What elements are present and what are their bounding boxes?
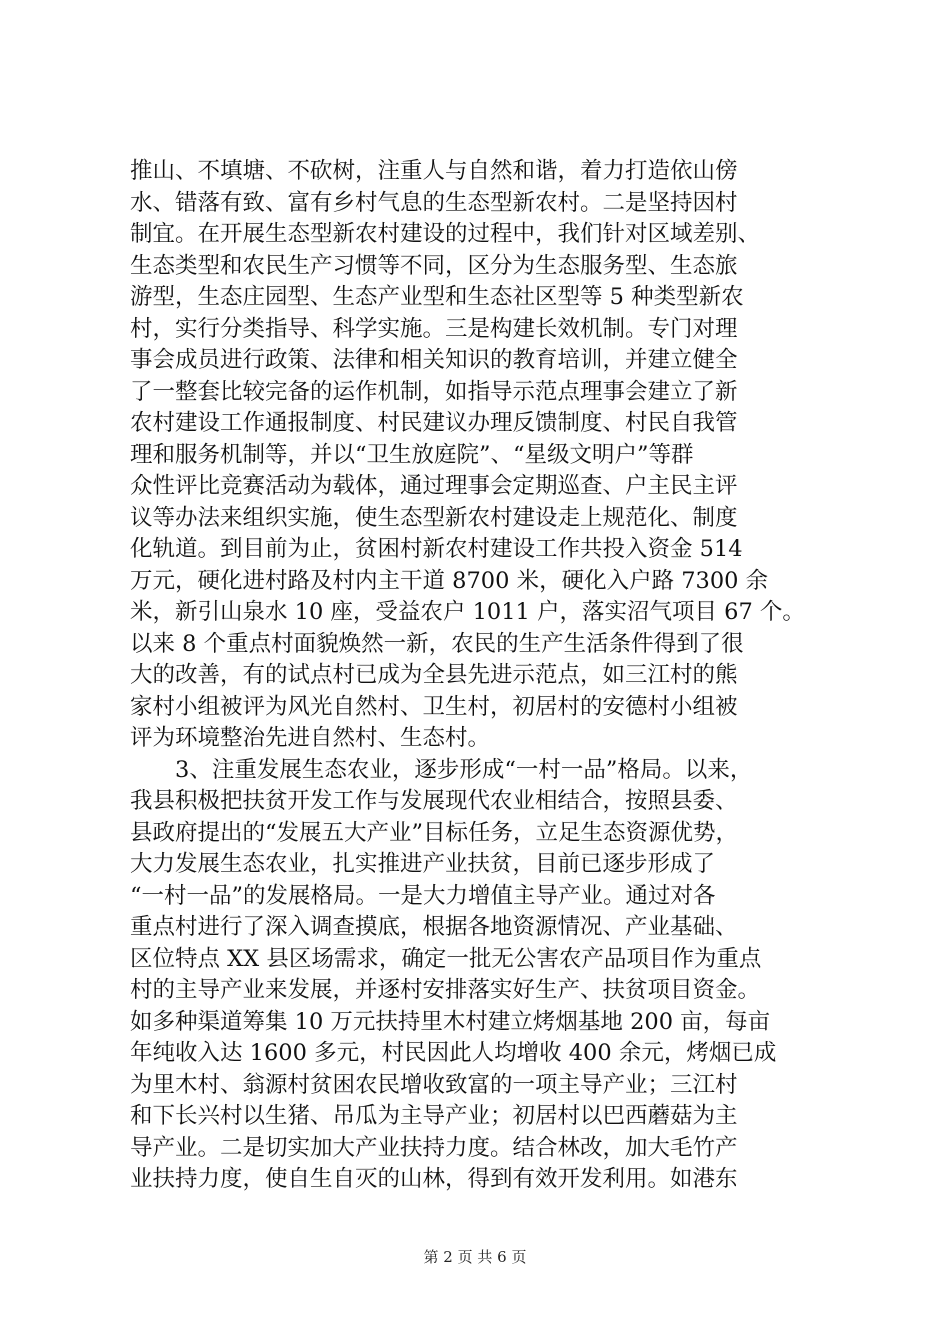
- text-line: 推山、不填塘、不砍树，注重人与自然和谐，着力打造依山傍: [130, 158, 738, 184]
- text-line: 导产业。二是切实加大产业扶持力度。结合林改，加大毛竹产: [130, 1134, 738, 1161]
- page-number: 第 2 页 共 6 页: [423, 1248, 527, 1266]
- text-line: 以来 8 个重点村面貌焕然一新，农民的生产生活条件得到了很: [130, 630, 744, 657]
- text-line: 游型，生态庄园型、生态产业型和生态社区型等 5 种类型新农: [130, 284, 744, 310]
- text-line: 水、错落有致、富有乡村气息的生态型新农村。二是坚持因村: [130, 189, 738, 216]
- text-line: 村的主导产业来发展，并逐村安排落实好生产、扶贫项目资金。: [130, 977, 761, 1003]
- text-line: 县政府提出的“发展五大产业”目标任务，立足生态资源优势，: [130, 819, 739, 846]
- paragraph-start-line: 3、注重发展生态农业，逐步形成“一村一品”格局。以来，: [130, 756, 753, 783]
- text-line: 化轨道。到目前为止，贫困村新农村建设工作共投入资金 514: [130, 536, 743, 562]
- text-line: 业扶持力度，使自生自灭的山林，得到有效开发利用。如港东: [130, 1166, 738, 1192]
- text-line: 制宜。在开展生态型新农村建设的过程中，我们针对区域差别、: [130, 221, 761, 247]
- text-line: 家村小组被评为风光自然村、卫生村，初居村的安德村小组被: [130, 693, 738, 720]
- text-line: 我县积极把扶贫开发工作与发展现代农业相结合，按照县委、: [130, 788, 738, 814]
- text-line: 如多种渠道筹集 10 万元扶持里木村建立烤烟基地 200 亩，每亩: [130, 1008, 771, 1035]
- text-line: 评为环境整治先进自然村、生态村。: [130, 725, 491, 751]
- text-line: 米，新引山泉水 10 座，受益农户 1011 户，落实沼气项目 67 个。: [130, 599, 805, 625]
- text-line: 农村建设工作通报制度、村民建议办理反馈制度、村民自我管: [130, 410, 738, 436]
- text-line: 和下长兴村以生猪、吊瓜为主导产业；初居村以巴西蘑菇为主: [130, 1103, 738, 1129]
- text-line: 为里木村、翁源村贫困农民增收致富的一项主导产业；三江村: [130, 1071, 738, 1098]
- text-line: 大的改善，有的试点村已成为全县先进示范点，如三江村的熊: [130, 662, 738, 688]
- text-line: 区位特点 XX 县区场需求，确定一批无公害农产品项目作为重点: [130, 945, 762, 972]
- text-line: 万元，硬化进村路及村内主干道 8700 米，硬化入户路 7300 余: [130, 567, 769, 594]
- text-line: 大力发展生态农业，扎实推进产业扶贫，目前已逐步形成了: [130, 851, 716, 877]
- page-footer: [0, 1247, 950, 1267]
- text-line: 理和服务机制等，并以“卫生放庭院”、“星级文明户”等群: [130, 441, 694, 468]
- text-line: 生态类型和农民生产习惯等不同，区分为生态服务型、生态旅: [130, 252, 738, 279]
- text-line: 众性评比竞赛活动为载体，通过理事会定期巡查、户主民主评: [130, 473, 738, 499]
- text-line: 事会成员进行政策、法律和相关知识的教育培训，并建立健全: [130, 347, 738, 373]
- body-text: [130, 156, 830, 1196]
- text-line: 议等办法来组织实施，使生态型新农村建设走上规范化、制度: [130, 504, 738, 531]
- text-line: 重点村进行了深入调查摸底，根据各地资源情况、产业基础、: [130, 914, 738, 940]
- text-line: 了一整套比较完备的运作机制，如指导示范点理事会建立了新: [130, 378, 738, 405]
- text-line: “一村一品”的发展格局。一是大力增值主导产业。通过对各: [130, 882, 716, 909]
- text-line: 年纯收入达 1600 多元，村民因此人均增收 400 余元，烤烟已成: [130, 1040, 777, 1066]
- text-line: 村，实行分类指导、科学实施。三是构建长效机制。专门对理: [130, 315, 738, 342]
